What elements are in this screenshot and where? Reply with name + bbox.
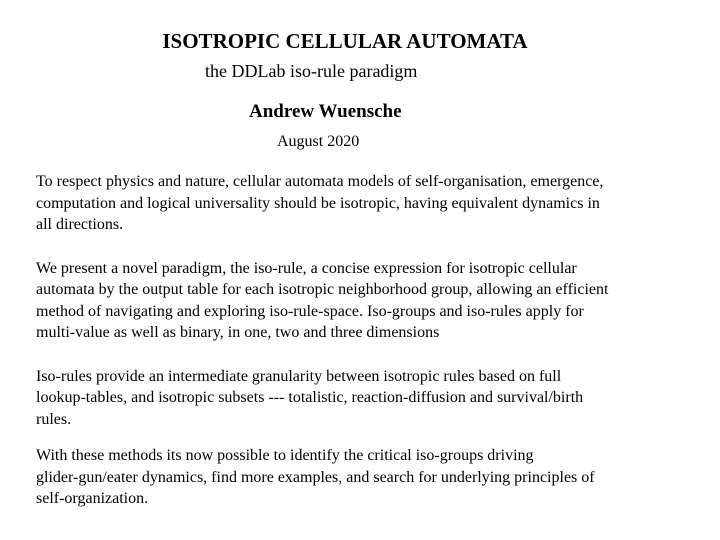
paragraph-glider-gun (36, 445, 696, 510)
paragraph-line: Iso-rules provide an intermediate granularity between isotropic rules based on full (36, 367, 562, 385)
author-name: Andrew Wuensche (249, 101, 402, 122)
paragraph-line: multi-value as well as binary, in one, two and three dimensions (36, 324, 440, 341)
abstract (36, 171, 696, 510)
document-title: ISOTROPIC CELLULAR AUTOMATA (162, 29, 528, 53)
paragraph-granularity (36, 366, 696, 431)
paragraph-line: computation and logical universality should be isotropic, having equivalent dynamics in (36, 194, 600, 212)
publication-date: August 2020 (277, 133, 360, 150)
paragraph-line: glider-gun/eater dynamics, find more examples, and search for underlying principles of (36, 468, 595, 486)
document-subtitle: the DDLab iso-rule paradigm (205, 61, 418, 81)
paragraph-iso-rule-paradigm (36, 258, 696, 344)
paragraph-line: rules. (36, 410, 72, 428)
paragraph-physics-motivation (36, 171, 696, 236)
paragraph-line: all directions. (36, 216, 124, 233)
paragraph-line: With these methods its now possible to identify the critical iso-groups driving (36, 447, 534, 464)
paragraph-line: self-organization. (36, 490, 149, 507)
paragraph-line: To respect physics and nature, cellular automata models of self-organisation, emergence, (36, 173, 604, 190)
paragraph-line: automata by the output table for each isotropic neighborhood group, allowing an efficient (36, 281, 609, 298)
paragraph-line: lookup-tables, and isotropic subsets --- totalistic, reaction-diffusion and survival/birth (36, 389, 584, 406)
paragraph-line: We present a novel paradigm, the iso-rule, a concise expression for isotropic cellular (36, 259, 577, 277)
paragraph-line: method of navigating and exploring iso-rule-space. Iso-groups and iso-rules apply for (36, 302, 584, 320)
